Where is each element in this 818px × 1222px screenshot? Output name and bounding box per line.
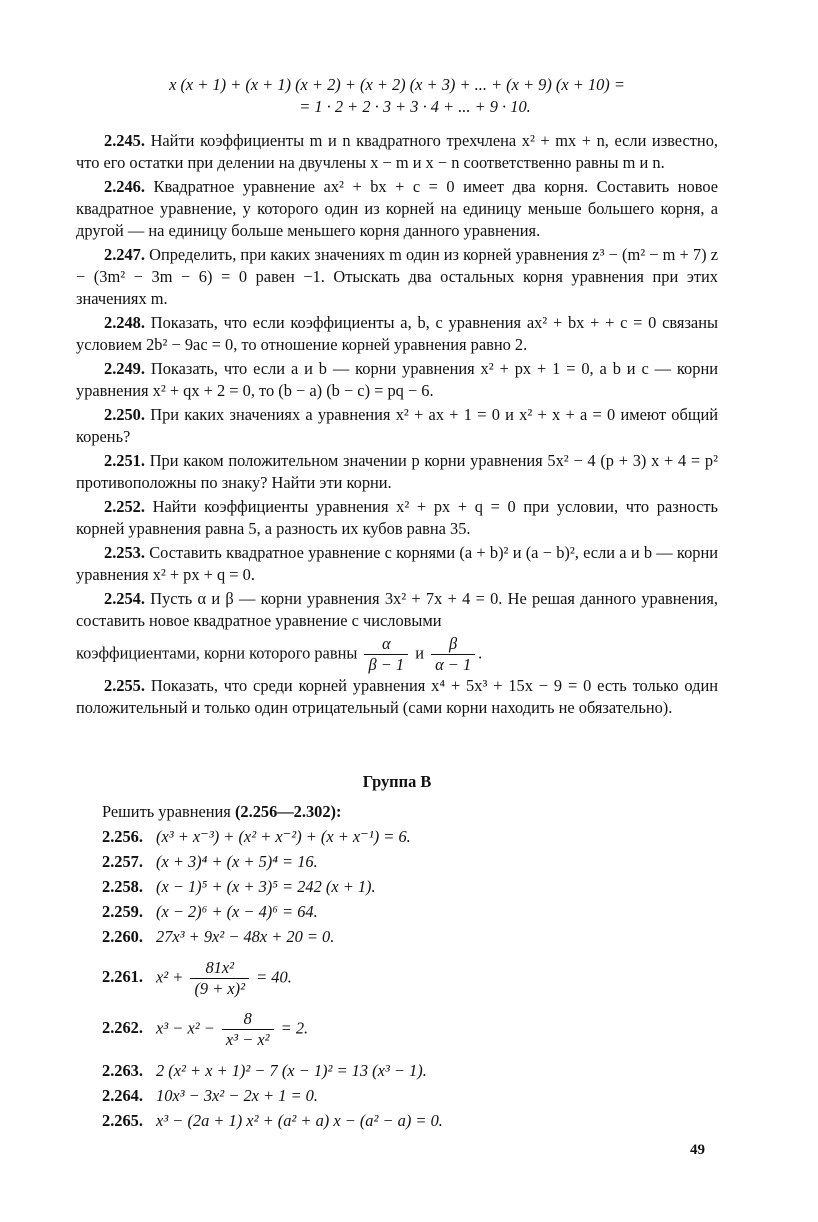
problem-number: 2.249. [104, 359, 145, 378]
fraction [190, 958, 249, 999]
fraction-denominator: β − 1 [368, 655, 405, 674]
problem-text: Определить, при каких значениях m один из корней уравнения z³ − (m² − m + 7) z − (3m² − 3m − 6) = 0 равен −1. Отыскать два остальных корня уравнения при этих значениях m. [76, 245, 718, 308]
problem-text: Пусть α и β — корни уравнения 3x² + 7x + 4 = 0. Не решая данного уравнения, составить новое квадратное уравнение с числовыми [76, 589, 718, 630]
equation-2-265 [102, 1110, 718, 1132]
period: . [478, 643, 483, 663]
equation-2-261 [102, 958, 718, 999]
page-body [76, 74, 718, 1135]
problem-2-247 [76, 244, 718, 310]
equation-2-259 [102, 901, 718, 923]
problem-2-251 [76, 450, 718, 494]
problem-2-255 [76, 675, 718, 719]
problem-text: Показать, что среди корней уравнения x⁴ + 5x³ + 15x − 9 = 0 есть только один положительный и только один отрицательный (сами корни находить не обязательно). [76, 676, 718, 717]
equation-text: (x − 1)⁵ + (x + 3)⁵ = 242 (x + 1). [156, 877, 376, 896]
list-intro [102, 801, 718, 823]
equation-text: 2 (x² + x + 1)² − 7 (x − 1)² = 13 (x³ − 1). [156, 1061, 427, 1080]
problem-2-252 [76, 496, 718, 540]
equation-number: 2.264. [102, 1086, 143, 1105]
equation-text-after: = 2. [280, 1018, 309, 1038]
problem-text: При каком положительном значении p корни уравнения 5x² − 4 (p + 3) x + 4 = p² противоположны по знаку? Найти эти корни. [76, 451, 718, 492]
problem-number: 2.247. [104, 245, 145, 264]
header-equation-line2: = 1 · 2 + 2 · 3 + 3 · 4 + ... + 9 · 10. [299, 97, 531, 116]
problem-2-246 [76, 176, 718, 242]
equation-text: (x − 2)⁶ + (x − 4)⁶ = 64. [156, 902, 318, 921]
equation-text-before: x² + [156, 967, 184, 987]
problem-number: 2.253. [104, 543, 145, 562]
equation-text: x³ − (2a + 1) x² + (a² + a) x − (a² − a) = 0. [156, 1111, 443, 1130]
equation-number: 2.256. [102, 827, 143, 846]
fraction-numerator: 81x² [190, 958, 249, 979]
equation-number: 2.265. [102, 1111, 143, 1130]
equation-2-264 [102, 1085, 718, 1107]
list-range: (2.256—2.302): [234, 802, 342, 821]
equation-2-262 [102, 1009, 718, 1050]
fraction-denominator: x³ − x² [225, 1030, 270, 1049]
fraction-alpha [364, 634, 408, 675]
problem-2-250 [76, 404, 718, 448]
problem-number: 2.251. [104, 451, 145, 470]
equation-number: 2.263. [102, 1061, 143, 1080]
problem-number: 2.255. [104, 676, 145, 695]
equation-2-256 [102, 826, 718, 848]
equation-number: 2.259. [102, 902, 143, 921]
problem-number: 2.252. [104, 497, 145, 516]
problem-text-tail: коэффициентами, корни которого равны [76, 643, 358, 663]
equation-2-257 [102, 851, 718, 873]
problem-2-245 [76, 130, 718, 174]
equation-text: 27x³ + 9x² − 48x + 20 = 0. [156, 927, 335, 946]
equation-number: 2.257. [102, 852, 143, 871]
equation-number: 2.261. [102, 967, 143, 987]
problem-2-249 [76, 358, 718, 402]
equation-2-260 [102, 926, 718, 948]
equation-text: (x + 3)⁴ + (x + 5)⁴ = 16. [156, 852, 318, 871]
equation-text-before: x³ − x² − [156, 1018, 215, 1038]
equation-2-263 [102, 1060, 718, 1082]
fraction-numerator: 8 [222, 1009, 274, 1030]
problem-2-254-fraction-line [76, 634, 718, 675]
conjunction: и [415, 643, 424, 663]
fraction-denominator: (9 + x)² [194, 979, 246, 998]
fraction [222, 1009, 274, 1050]
equation-number: 2.262. [102, 1018, 143, 1038]
problem-2-254 [76, 588, 718, 632]
problem-text: Показать, что если a и b — корни уравнения x² + px + 1 = 0, а b и c — корни уравнения x² + qx + 2 = 0, то (b − a) (b − c) = pq − 6. [76, 359, 718, 400]
fraction-numerator: α [364, 634, 408, 655]
header-equation-line1: x (x + 1) + (x + 1) (x + 2) + (x + 2) (x + 3) + ... + (x + 9) (x + 10) = [169, 75, 625, 94]
problem-number: 2.254. [104, 589, 145, 608]
page-number: 49 [690, 1142, 705, 1158]
equation-2-258 [102, 876, 718, 898]
fraction-beta [431, 634, 475, 675]
equation-text: (x³ + x⁻³) + (x² + x⁻²) + (x + x⁻¹) = 6. [156, 827, 411, 846]
problem-number: 2.245. [104, 131, 145, 150]
equation-list [102, 801, 718, 1132]
fraction-numerator: β [431, 634, 475, 655]
fraction-denominator: α − 1 [435, 655, 472, 674]
problem-text: Найти коэффициенты уравнения x² + px + q = 0 при условии, что разность корней уравнения равна 5, а разность их кубов равна 35. [76, 497, 718, 538]
group-heading: Группа В [362, 772, 432, 791]
problem-number: 2.248. [104, 313, 145, 332]
equation-text: 10x³ − 3x² − 2x + 1 = 0. [156, 1086, 318, 1105]
problem-text: Показать, что если коэффициенты a, b, c уравнения ax² + bx + + c = 0 связаны условием 2b² − 9ac = 0, то отношение корней уравнения равно 2. [76, 313, 718, 354]
problem-2-253 [76, 542, 718, 586]
problem-text: Квадратное уравнение ax² + bx + c = 0 имеет два корня. Составить новое квадратное уравнение, у которого один из корней на единицу меньше большего корня, а другой — на единицу больше меньшего корня данного уравнения. [76, 177, 718, 240]
equation-text-after: = 40. [256, 967, 292, 987]
problem-number: 2.246. [104, 177, 145, 196]
problem-text: Найти коэффициенты m и n квадратного трехчлена x² + mx + n, если известно, что его остатки при делении на двучлены x − m и x − n соответственно равны m и n. [76, 131, 718, 172]
list-intro-text: Решить уравнения [102, 802, 231, 821]
equation-number: 2.258. [102, 877, 143, 896]
problem-number: 2.250. [104, 405, 145, 424]
problem-2-248 [76, 312, 718, 356]
problem-text: Составить квадратное уравнение с корнями (a + b)² и (a − b)², если a и b — корни уравнения x² + px + q = 0. [76, 543, 718, 584]
equation-number: 2.260. [102, 927, 143, 946]
problem-text: При каких значениях a уравнения x² + ax + 1 = 0 и x² + x + a = 0 имеют общий корень? [76, 405, 719, 446]
